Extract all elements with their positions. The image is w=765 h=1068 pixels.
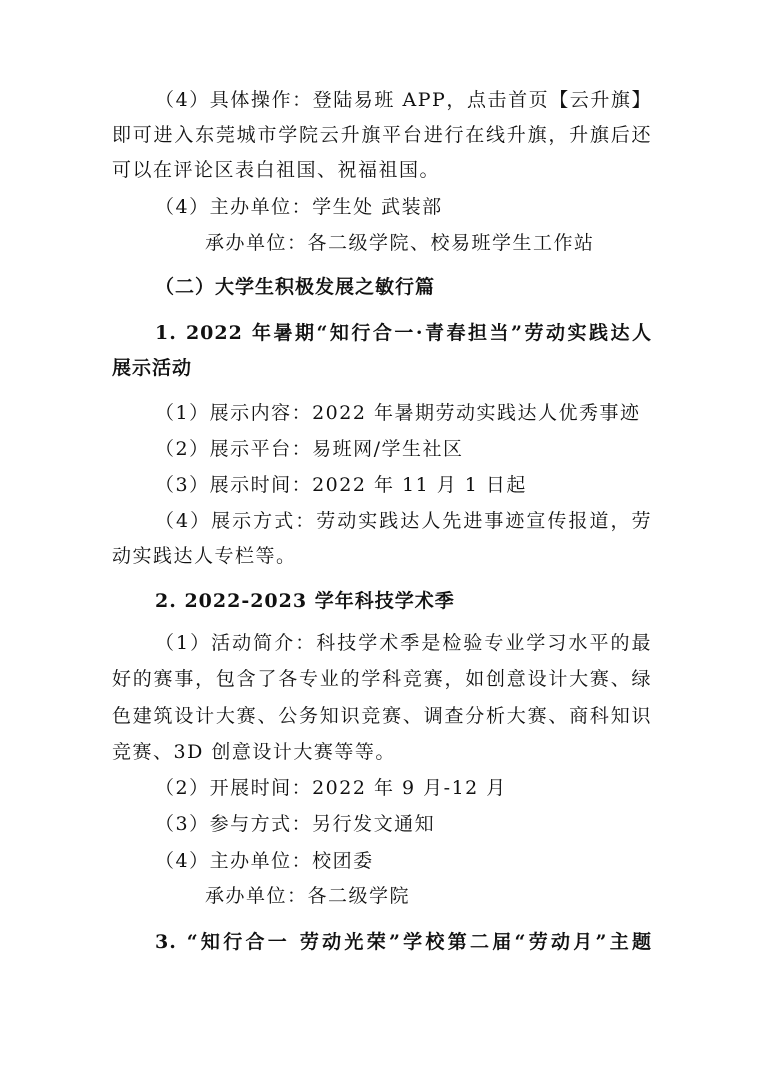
paragraph-line: （1）活动简介：科技学术季是检验专业学习水平的最 xyxy=(155,632,652,654)
paragraph-line: （2）开展时间：2022 年 9 月-12 月 xyxy=(155,777,507,799)
paragraph-line: （3）展示时间：2022 年 11 月 1 日起 xyxy=(155,474,527,496)
paragraph-line: 动实践达人专栏等。 xyxy=(112,545,297,567)
paragraph-line: 竞赛、3D 创意设计大赛等等。 xyxy=(112,741,396,763)
paragraph-line: （4）主办单位：校团委 xyxy=(155,850,374,872)
paragraph-line: 可以在评论区表白祖国、祝福祖国。 xyxy=(112,159,441,181)
paragraph-line: （4）展示方式：劳动实践达人先进事迹宣传报道，劳 xyxy=(155,510,652,532)
paragraph-line: （2）展示平台：易班网/学生社区 xyxy=(155,438,464,460)
item-heading: 展示活动 xyxy=(112,357,193,379)
paragraph-line: 好的赛事，包含了各专业的学科竞赛，如创意设计大赛、绿 xyxy=(112,668,652,690)
paragraph-line: 承办单位：各二级学院 xyxy=(205,885,411,907)
paragraph-line: （4）主办单位：学生处 武装部 xyxy=(155,196,443,218)
paragraph-line: 色建筑设计大赛、公务知识竞赛、调查分析大赛、商科知识 xyxy=(112,705,652,727)
section-heading: （二）大学生积极发展之敏行篇 xyxy=(155,276,436,298)
paragraph-line: 承办单位：各二级学院、校易班学生工作站 xyxy=(205,232,595,254)
paragraph-line: 即可进入东莞城市学院云升旗平台进行在线升旗，升旗后还 xyxy=(112,124,652,146)
item-heading: 2. 2022-2023 学年科技学术季 xyxy=(155,590,455,612)
item-heading: 1. 2022 年暑期“知行合一·青春担当”劳动实践达人 xyxy=(155,322,652,344)
paragraph-line: （4）具体操作：登陆易班 APP，点击首页【云升旗】 xyxy=(155,89,652,111)
item-heading: 3. “知行合一 劳动光荣”学校第二届“劳动月”主题 xyxy=(155,931,652,953)
paragraph-line: （1）展示内容：2022 年暑期劳动实践达人优秀事迹 xyxy=(155,402,641,424)
paragraph-line: （3）参与方式：另行发文通知 xyxy=(155,813,436,835)
